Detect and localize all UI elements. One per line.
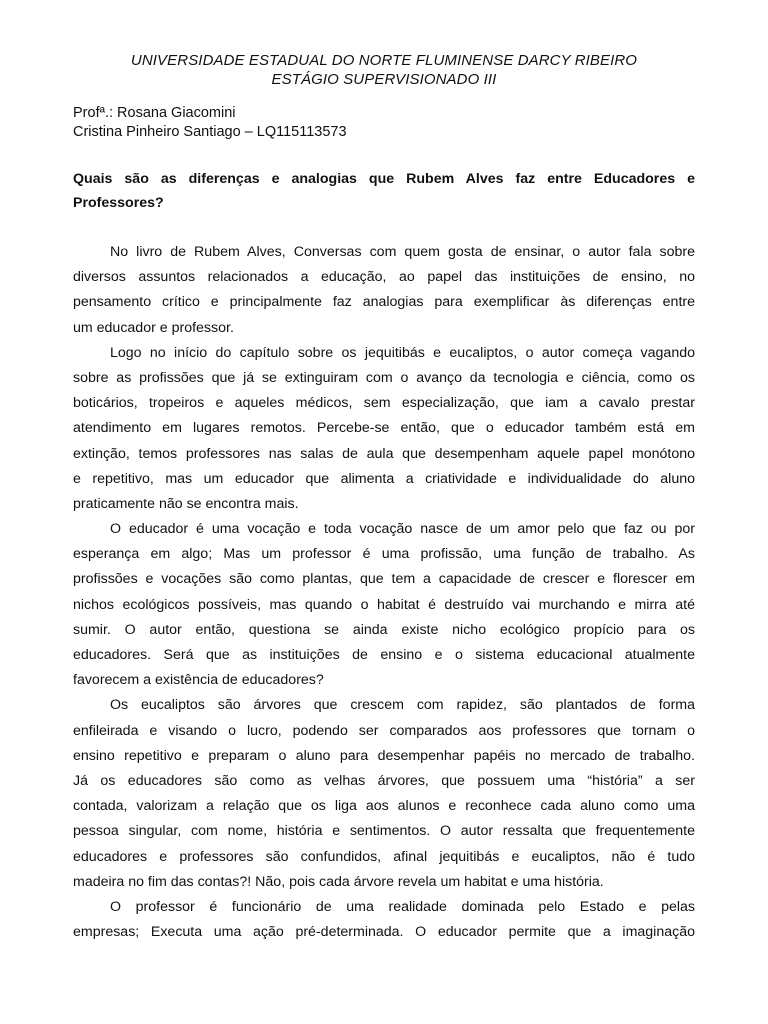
paragraph-line: ensino repetitivo e preparam o aluno para desempenhar papéis no mercado de trabalho. xyxy=(73,747,695,764)
paragraph xyxy=(73,240,695,341)
paragraph-line: favorecem a existência de educadores? xyxy=(73,672,324,689)
paragraph-line: contada, valorizam a relação que os liga aos alunos e reconhece cada aluno como uma xyxy=(73,798,695,815)
paragraph-line: atendimento em lugares remotos. Percebe-se então, que o educador também está em xyxy=(73,420,695,437)
paragraph-line: Os eucaliptos são árvores que crescem com rapidez, são plantados de forma xyxy=(110,697,695,714)
essay-body xyxy=(73,240,695,945)
course-name: ESTÁGIO SUPERVISIONADO III xyxy=(271,71,497,88)
document-header xyxy=(0,51,768,89)
paragraph xyxy=(73,341,695,517)
paragraph-line: O educador é uma vocação e toda vocação nasce de um amor pelo que faz ou por xyxy=(110,521,695,538)
paragraph-line: Já os educadores são como as velhas árvores, que possuem uma “história” a ser xyxy=(73,772,695,789)
paragraph-line: diversos assuntos relacionados a educação, ao papel das instituições de ensino, no xyxy=(73,269,695,286)
question-line: Quais são as diferenças e analogias que Rubem Alves faz entre Educadores e xyxy=(73,171,695,187)
paragraph-line: esperança em algo; Mas um professor é uma profissão, uma função de trabalho. As xyxy=(73,546,695,563)
paragraph-line: profissões e vocações são como plantas, que tem a capacidade de crescer e florescer em xyxy=(73,571,695,588)
author-info xyxy=(73,104,347,142)
paragraph xyxy=(73,517,695,693)
paragraph-line: No livro de Rubem Alves, Conversas com quem gosta de ensinar, o autor fala sobre xyxy=(110,244,695,260)
paragraph-line: um educador e professor. xyxy=(73,319,234,336)
paragraph-line: sumir. O autor então, questiona se ainda existe nicho ecológico propício para os xyxy=(73,621,695,638)
paragraph xyxy=(73,895,695,945)
university-name: UNIVERSIDADE ESTADUAL DO NORTE FLUMINENSE DARCY RIBEIRO xyxy=(130,52,638,69)
paragraph-line: e repetitivo, mas um educador que alimenta a criatividade e individualidade do aluno xyxy=(73,470,695,487)
paragraph-line: extinção, temos professores nas salas de aula que desempenham aquele papel monótono xyxy=(73,445,695,462)
paragraph-line: educadores e professores são confundidos, afinal jequitibás e eucaliptos, não é tudo xyxy=(73,848,695,865)
paragraph-line: enfileirada e visando o lucro, podendo ser comparados aos professores que tornam o xyxy=(73,722,695,739)
paragraph-line: boticários, tropeiros e aqueles médicos, sem especialização, que iam a cavalo prestar xyxy=(73,395,695,412)
paragraph-line: pensamento crítico e principalmente faz analogias para exemplificar às diferenças entre xyxy=(73,294,695,311)
paragraph-line: sobre as profissões que já se extinguiram com o avanço da tecnologia e ciência, como os xyxy=(73,369,695,386)
paragraph-line: praticamente não se encontra mais. xyxy=(73,495,299,512)
student-name: Cristina Pinheiro Santiago – LQ115113573 xyxy=(73,124,347,140)
paragraph-line: empresas; Executa uma ação pré-determinada. O educador permite que a imaginação xyxy=(73,924,695,941)
essay-question xyxy=(73,167,695,215)
question-line: Professores? xyxy=(73,195,164,211)
paragraph-line: madeira no fim das contas?! Não, pois cada árvore revela um habitat e uma história. xyxy=(73,873,604,890)
professor-name: Profª.: Rosana Giacomini xyxy=(73,105,236,121)
paragraph-line: pessoa singular, com nome, história e sentimentos. O autor ressalta que frequentemente xyxy=(73,823,695,840)
paragraph-line: nichos ecológicos possíveis, mas quando o habitat é destruído vai murchando e mirra até xyxy=(73,596,695,613)
paragraph xyxy=(73,693,695,895)
paragraph-line: Logo no início do capítulo sobre os jequitibás e eucaliptos, o autor começa vagando xyxy=(110,344,695,361)
paragraph-line: O professor é funcionário de uma realidade dominada pelo Estado e pelas xyxy=(110,898,695,915)
paragraph-line: educadores. Será que as instituições de ensino e o sistema educacional atualmente xyxy=(73,647,695,663)
